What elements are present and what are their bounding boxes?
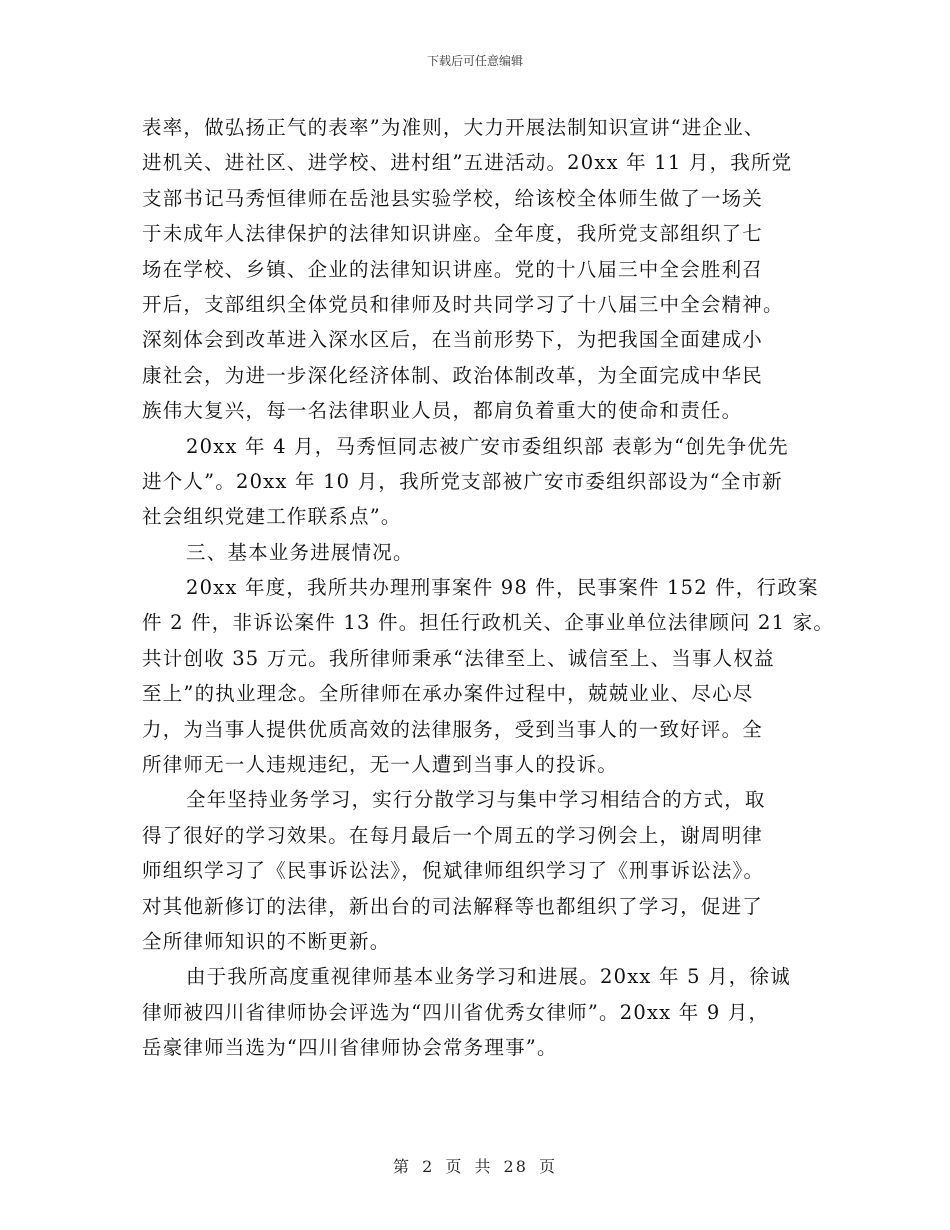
text-line: 律师被四川省律师协会评选为“四川省优秀女律师”。20xx 年 9 月， [142,1000,770,1024]
text-line: 族伟大复兴，每一名法律职业人员，都肩负着重大的使命和责任。 [142,399,743,423]
text-line: 社会组织党建工作联系点”。 [142,505,402,529]
text-line: 表率，做弘扬正气的表率”为准则，大力开展法制知识宣讲“进企业、 [142,116,765,139]
text-line: 开后，支部组织全体党员和律师及时共同学习了十八届三中全会精神。 [142,292,784,316]
text-line: 师组织学习了《民事诉讼法》，倪斌律师组织学习了《刑事诉讼法》。 [142,859,765,883]
text-line: 岳豪律师当选为“四川省律师协会常务理事”。 [142,1036,558,1060]
text-line: 20xx 年度，我所共办理刑事案件 98 件，民事案件 152 件，行政案 [186,576,819,600]
text-line: 进个人”。20xx 年 10 月，我所党支部被广安市委组织部设为“全市新 [142,469,783,493]
text-line: 由于我所高度重视律师基本业务学习和进展。20xx 年 5 月，徐诚 [186,965,791,989]
text-line: 于未成年人法律保护的法律知识讲座。全年度，我所党支部组织了七 [142,222,764,246]
text-line: 件 2 件，非诉讼案件 13 件。担任行政机关、企事业单位法律顾问 21 家。 [142,611,835,635]
text-line: 对其他新修订的法律，新出台的司法解释等也都组织了学习，促进了 [142,894,764,918]
text-line: 康社会，为进一步深化经济体制、政治体制改革，为全面完成中华民 [142,363,764,387]
text-line: 至上”的执业理念。全所律师在承办案件过程中，兢兢业业、尽心尽 [142,682,754,706]
text-line: 场在学校、乡镇、企业的法律知识讲座。党的十八届三中全会胜利召 [142,257,764,281]
page-header: 下载后可任意编辑 [426,54,523,68]
text-line: 支部书记马秀恒律师在岳池县实验学校，给该校全体师生做了一场关 [142,186,764,210]
text-line: 进机关、进社区、进学校、进村组”五进活动。20xx 年 11 月，我所党 [142,151,793,175]
text-line: 全年坚持业务学习，实行分散学习与集中学习相结合的方式，取 [186,788,766,812]
text-line: 20xx 年 4 月，马秀恒同志被广安市委组织部 表彰为“创先争优先 [186,434,789,458]
document-body [142,110,835,1066]
text-line: 深刻体会到改革进入深水区后，在当前形势下，为把我国全面建成小 [142,328,764,352]
text-line: 全所律师知识的不断更新。 [142,929,391,953]
text-line: 得了很好的学习效果。在每月最后一个周五的学习例会上，谢周明律 [142,823,764,847]
text-line: 所律师无一人违规违纪，无一人遭到当事人的投诉。 [142,753,619,777]
page-footer: 第 2 页 共 28 页 [393,1157,557,1176]
text-line: 共计创收 35 万元。我所律师秉承“法律至上、诚信至上、当事人权益 [142,646,775,670]
text-line: 三、基本业务进展情况。 [186,540,414,564]
text-line: 力，为当事人提供优质高效的法律服务，受到当事人的一致好评。全 [142,717,764,741]
